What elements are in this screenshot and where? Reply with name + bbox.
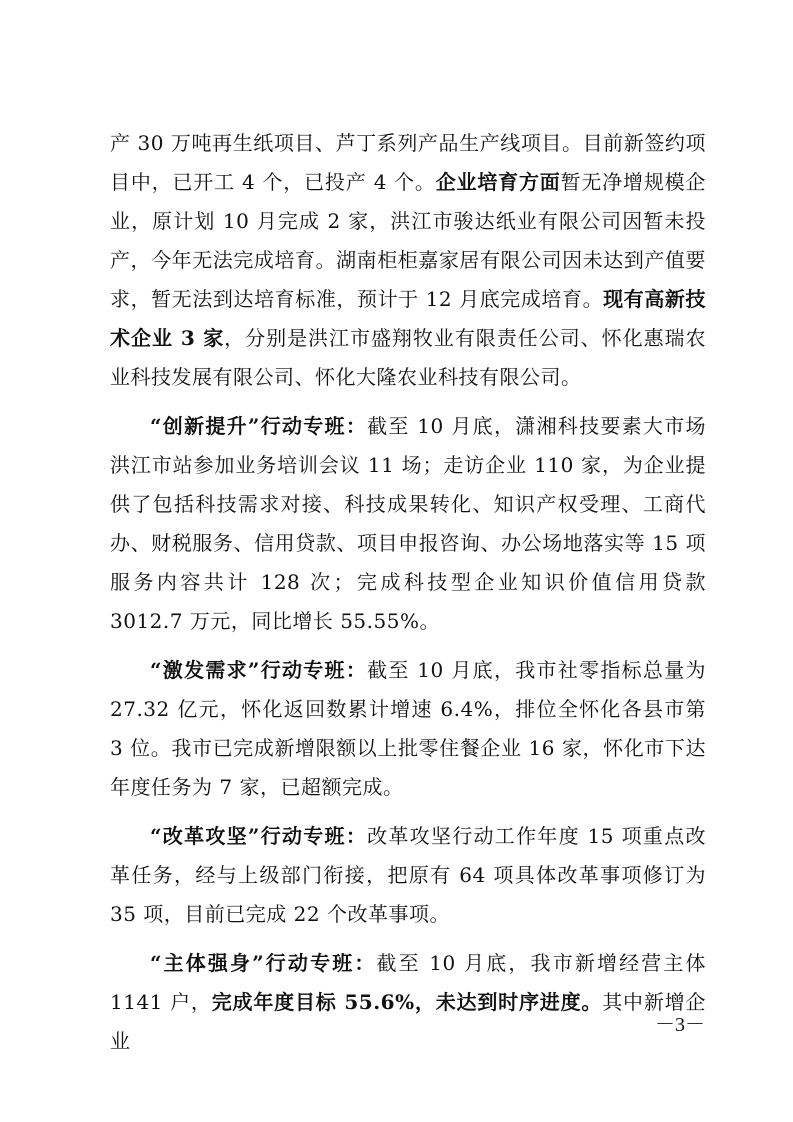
- text-run: ，分别是洪江市盛翔牧业有限责任公司、怀化惠瑞农业科技发展有限公司、怀化大隆农业科技有限公司。: [110, 326, 707, 389]
- text-run: 产 30 万吨再生纸项目、芦丁系列产品生产线项目。目前新签约项目中，已开工 4 个，已投产 4 个。: [110, 131, 706, 194]
- paragraph: [110, 651, 706, 807]
- bold-text-run: “创新提升”行动专班：: [150, 414, 368, 438]
- paragraph: [110, 817, 706, 934]
- text-run: 截至 10 月底，潇湘科技要素大市场洪江市站参加业务培训会议 11 场；走访企业 110 家，为企业提供了包括科技需求对接、科技成果转化、知识产权受理、工商代办、财税服务、信用贷款、项目申报咨询、办公场地落实等 15 项服务内容共计 128 次；完成科技型企业知识价值信用贷款 3012.7 万元，同比增长 55.55%。: [110, 414, 706, 633]
- bold-text-run: “激发需求”行动专班：: [150, 658, 368, 682]
- bold-text-run: 现有高新技术企业 3 家: [110, 287, 707, 350]
- text-run: 改革攻坚行动工作年度 15 项重点改革任务，经与上级部门衔接，把原有 64 项具体改革事项修订为 35 项，目前已完成 22 个改革事项。: [110, 824, 706, 926]
- paragraph: [110, 407, 706, 641]
- bold-text-run: “主体强身”行动专班：: [150, 951, 377, 975]
- text-run: 截至 10 月底，我市新增经营主体 1141 户，: [110, 951, 706, 1014]
- page-number: －3－: [655, 1014, 705, 1036]
- body-text: [110, 124, 706, 1071]
- text-run: 暂无净增规模企业，原计划 10 月完成 2 家，洪江市骏达纸业有限公司因暂未投产，今年无法完成培育。湖南柜柜嘉家居有限公司因未达到产值要求，暂无法到达培育标准，预计于 12 月底完成培育。: [110, 170, 706, 311]
- text-run: 截至 10 月底，我市社零指标总量为 27.32 亿元，怀化返回数累计增速 6.4%，排位全怀化各县市第 3 位。我市已完成新增限额以上批零住餐企业 16 家，怀化市下达年度任务为 7 家，已超额完成。: [110, 658, 706, 799]
- bold-text-run: “改革攻坚”行动专班：: [150, 824, 368, 848]
- bold-text-run: 完成年度目标 55.6%，未达到时序进度。: [211, 990, 603, 1014]
- text-run: 其中新增企业: [110, 990, 706, 1053]
- paragraph: [110, 944, 706, 1061]
- bold-text-run: 企业培育方面: [435, 170, 561, 194]
- paragraph: [110, 124, 706, 397]
